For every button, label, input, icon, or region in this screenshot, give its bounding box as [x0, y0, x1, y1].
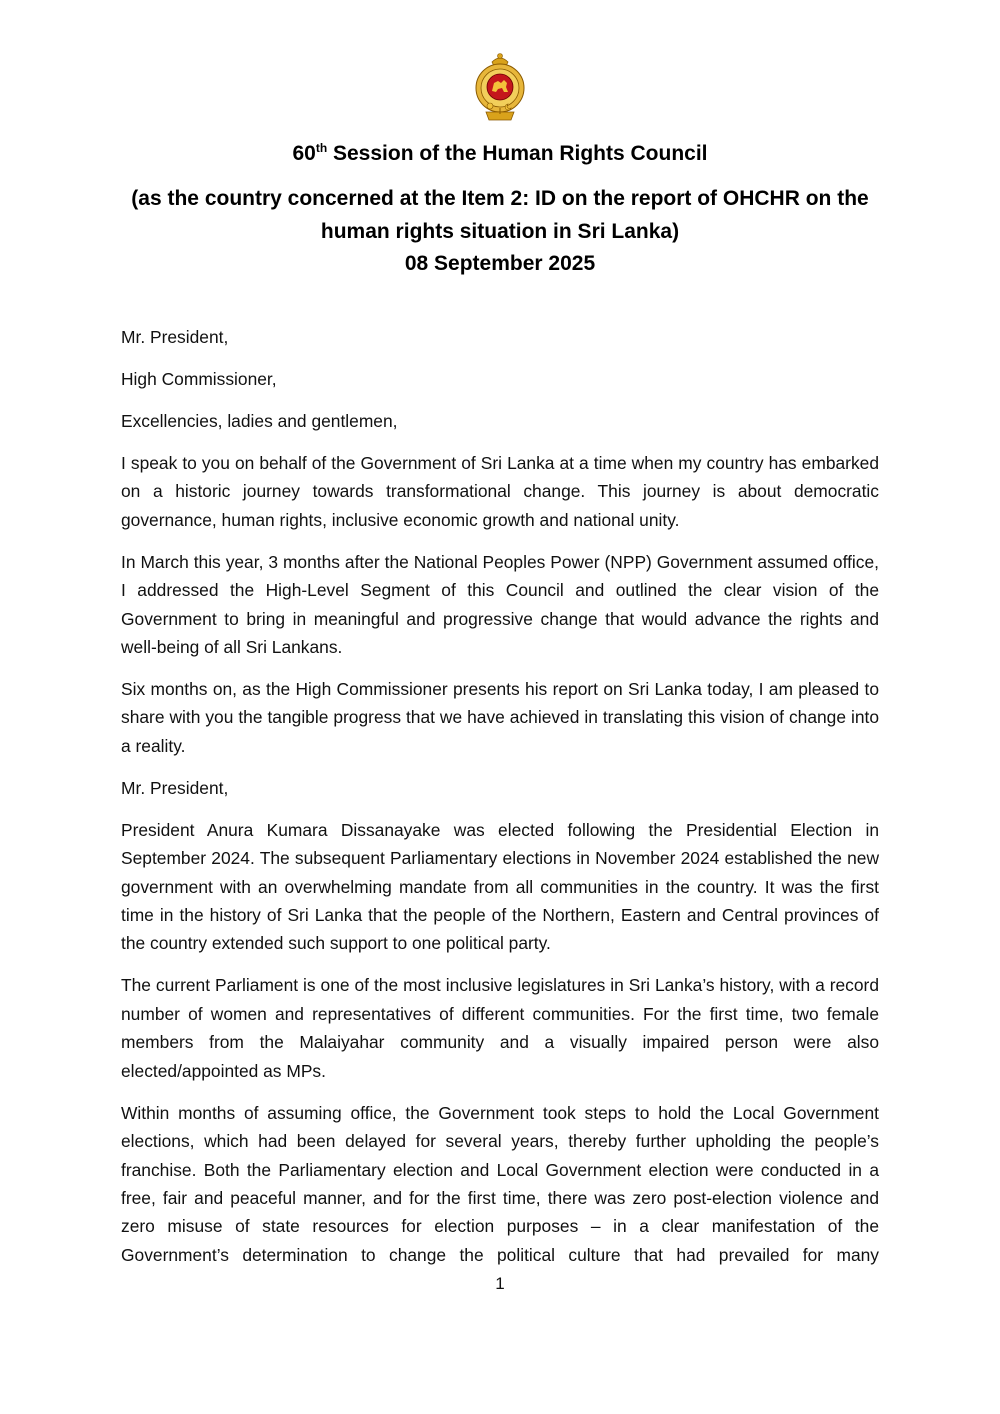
- paragraph: Six months on, as the High Commissioner presents his report on Sri Lanka today, I am pleased to share with you the tangible progress that we have achieved in translating this vision of change into a reality.: [121, 679, 879, 756]
- paragraph: In March this year, 3 months after the National Peoples Power (NPP) Government assumed office, I addressed the High-Level Segment of this Council and outlined the clear vision of the Government to bring in meaningful and progressive change that would advance the rights and well-being of all Sri Lankans.: [121, 551, 879, 658]
- title-suffix: Session of the Human Rights Council: [327, 142, 708, 165]
- salutation-president: Mr. President,: [121, 777, 229, 798]
- document-title: [100, 140, 900, 168]
- document-date: 08 September 2025: [404, 252, 596, 275]
- salutation-excellencies: Excellencies, ladies and gentlemen,: [121, 411, 398, 431]
- paragraph: President Anura Kumara Dissanayake was elected following the Presidential Election in September 2024. The subsequent Parliamentary elections in November 2024 established the new government with an overwhelming mandate from all communities in the country. It was the first time in the history of Sri Lanka that the people of the Northern, Eastern and Central provinces of the country extended such support to one political party.: [121, 819, 879, 954]
- sri-lanka-emblem-icon: [468, 52, 532, 122]
- title-superscript: th: [315, 141, 328, 155]
- page-number: 1: [495, 1274, 505, 1293]
- paragraph: Within months of assuming office, the Government took steps to hold the Local Government elections, which had been delayed for several years, thereby further upholding the people’s franchise. Both the Parliamentary election and Local Government election were conducted in a free, fair and peaceful manner, and for the first time, there was zero post-election violence and zero misuse of state resources for election purposes – in a clear manifestation of the Government’s determination to change the political culture that had prevailed for many: [121, 1102, 879, 1265]
- salutation-president: Mr. President,: [121, 327, 229, 347]
- salutation-high-commissioner: High Commissioner,: [121, 369, 277, 389]
- speech-body: [121, 323, 879, 1283]
- paragraph: I speak to you on behalf of the Government of Sri Lanka at a time when my country has embarked on a historic journey towards transformational change. This journey is about democratic governance, human rights, inclusive economic growth and national unity.: [121, 453, 879, 530]
- document-subtitle: (as the country concerned at the Item 2: ID on the report of OHCHR on the human rights situation in Sri Lanka): [131, 187, 869, 243]
- title-prefix: 60: [292, 142, 316, 165]
- paragraph: The current Parliament is one of the most inclusive legislatures in Sri Lanka’s history, with a record number of women and representatives of different communities. For the first time, two female members from the Malaiyahar community and a visually impaired person were also elected/appointed as MPs.: [121, 975, 879, 1081]
